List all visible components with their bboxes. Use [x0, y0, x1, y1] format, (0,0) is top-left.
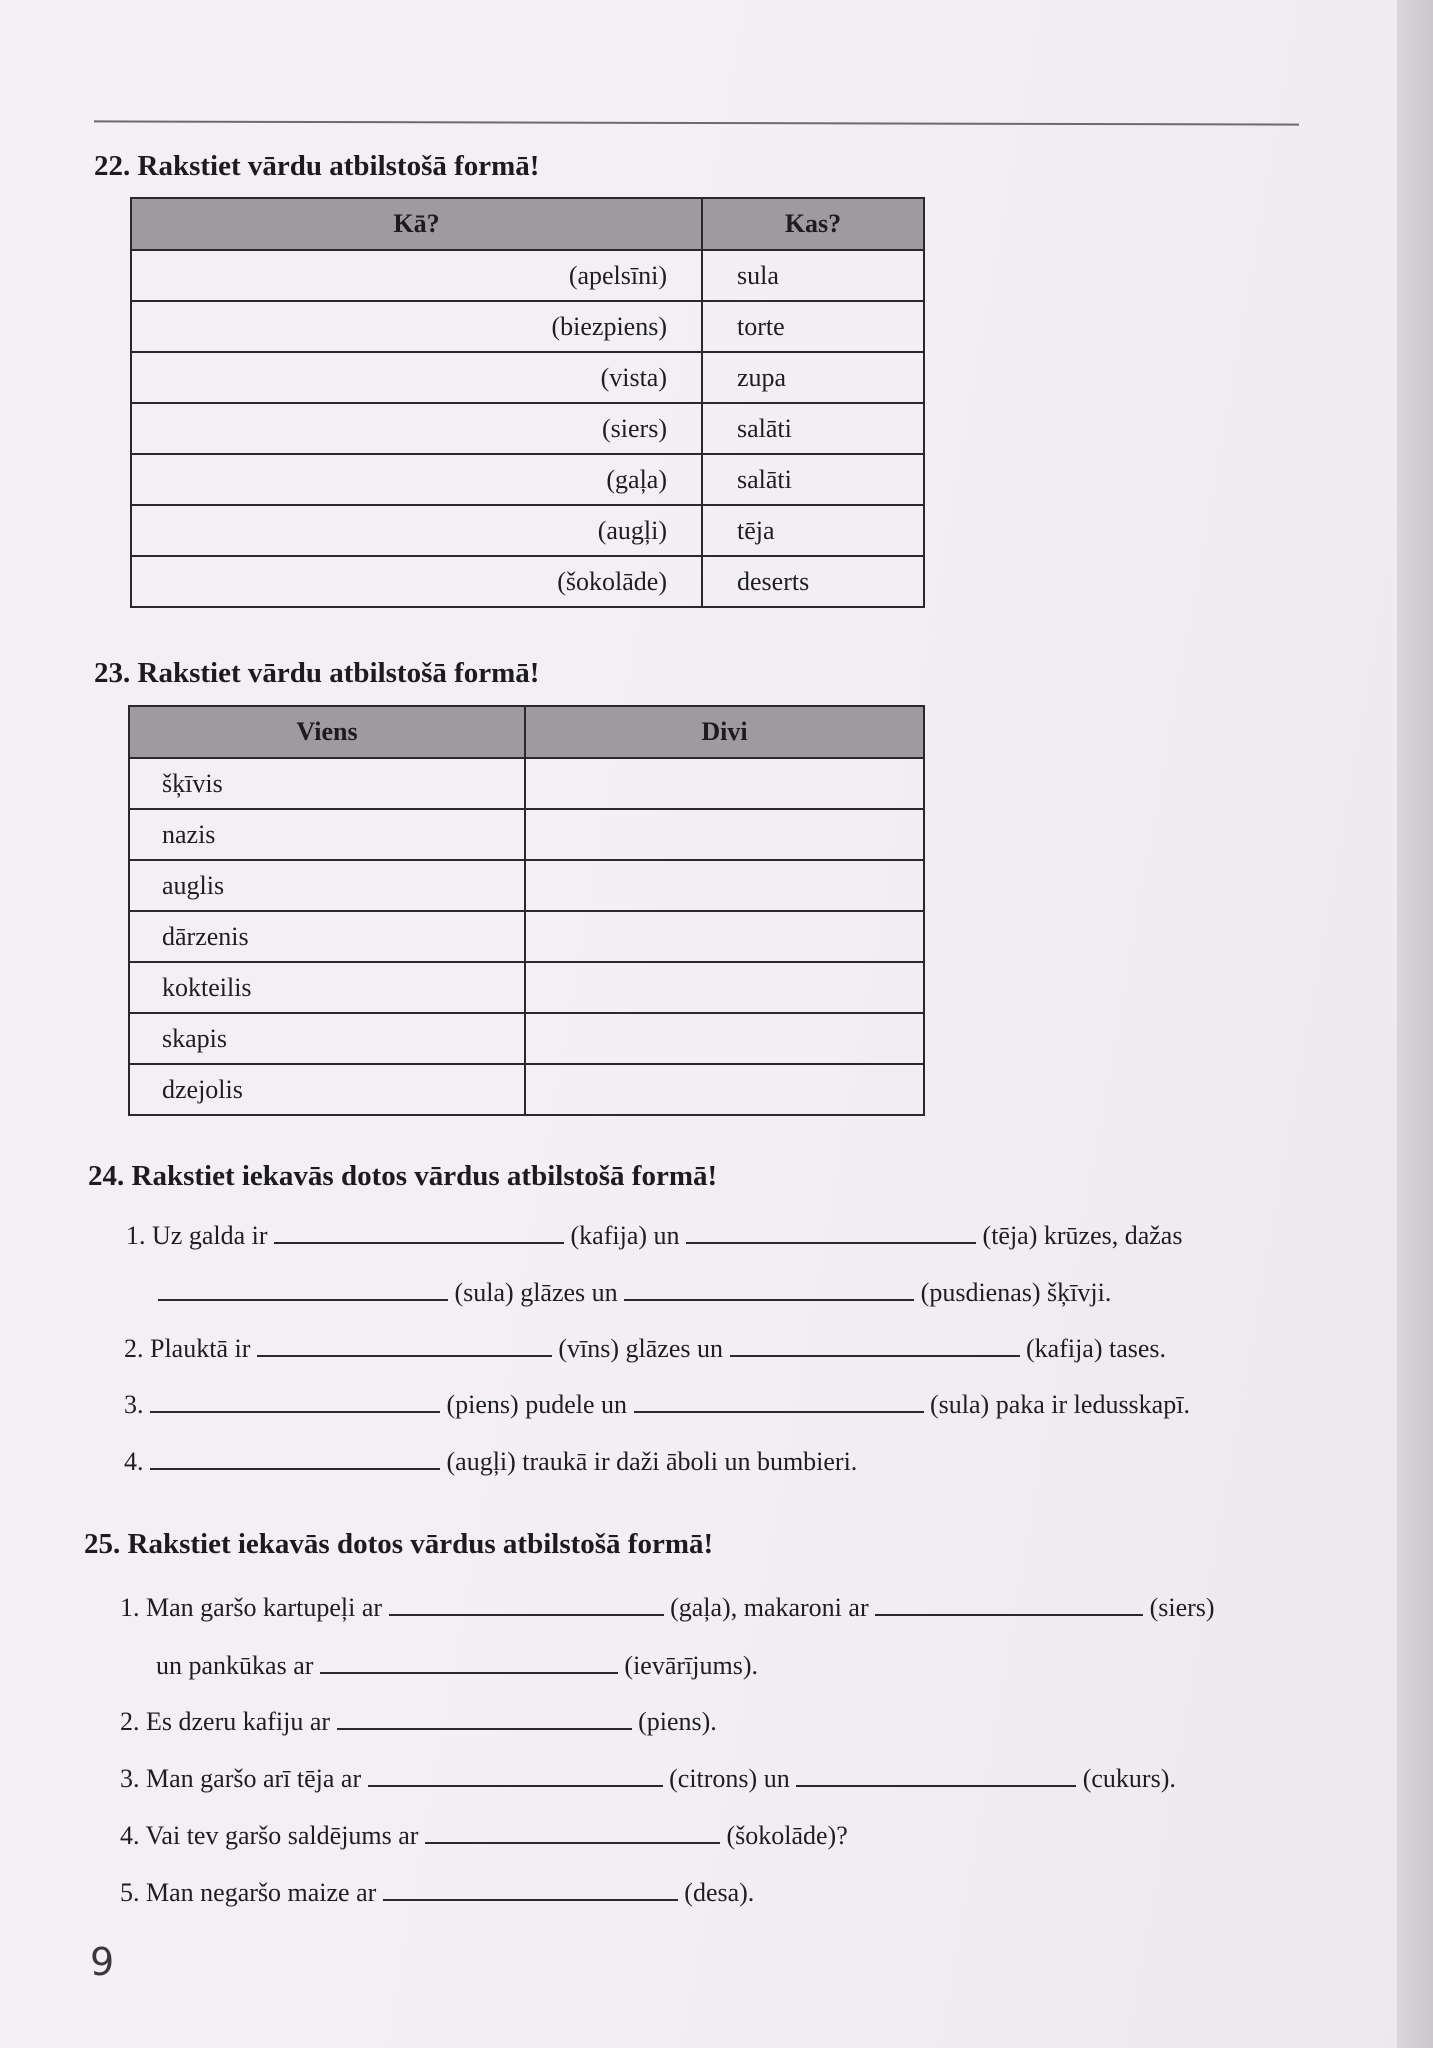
table-row: [129, 860, 924, 911]
hint-word: (vista): [600, 362, 667, 392]
answer-blank[interactable]: [686, 1220, 976, 1244]
column-header-viens: Viens: [129, 706, 525, 758]
table-row: [131, 250, 924, 301]
answer-blank[interactable]: [274, 1220, 564, 1244]
noun-cell: salāti: [702, 403, 924, 454]
plural-answer-cell[interactable]: [525, 860, 924, 911]
list-item: 3. Man garšo arī tēja ar (citrons) un (cukurs).: [120, 1764, 1176, 1793]
list-item: 2. Plauktā ir (vīns) glāzes un (kafija) tases.: [124, 1334, 1167, 1363]
table-row: [129, 962, 924, 1013]
column-header-divi: Divi: [525, 706, 924, 758]
list-item: 4. (augļi) traukā ir daži āboli un bumbieri.: [124, 1447, 858, 1476]
answer-blank[interactable]: [158, 1277, 448, 1301]
exercise-23-table: [128, 705, 925, 1116]
exercise-23-title: 23. Rakstiet vārdu atbilstošā formā!: [94, 657, 540, 689]
answer-blank[interactable]: [796, 1763, 1076, 1787]
answer-cell[interactable]: [131, 301, 702, 352]
list-item: (sula) glāzes un (pusdienas) šķīvji.: [158, 1277, 1111, 1308]
answer-blank[interactable]: [320, 1650, 618, 1674]
plural-answer-cell[interactable]: [525, 962, 924, 1013]
plural-answer-cell[interactable]: [525, 809, 924, 860]
answer-blank[interactable]: [634, 1389, 924, 1413]
exercise-22-title: 22. Rakstiet vārdu atbilstošā formā!: [94, 150, 540, 182]
noun-cell: sula: [702, 250, 924, 301]
hint-word: (biezpiens): [551, 311, 667, 341]
noun-cell: torte: [702, 301, 924, 352]
table-row: [131, 301, 924, 352]
answer-blank[interactable]: [150, 1446, 440, 1470]
hint-word: (šokolāde): [557, 566, 667, 596]
plural-answer-cell[interactable]: [525, 758, 924, 809]
table-row: [129, 1064, 924, 1115]
hint-word: (gaļa): [606, 464, 667, 494]
answer-cell[interactable]: [131, 403, 702, 454]
page-edge-shadow: [1397, 0, 1433, 2048]
answer-blank[interactable]: [368, 1763, 663, 1787]
answer-blank[interactable]: [257, 1333, 552, 1357]
table-row: [131, 403, 924, 454]
table-row: [131, 556, 924, 607]
answer-cell[interactable]: [131, 352, 702, 403]
noun-cell: salāti: [702, 454, 924, 505]
answer-blank[interactable]: [150, 1389, 440, 1413]
answer-blank[interactable]: [337, 1706, 632, 1730]
table-row: [131, 352, 924, 403]
table-row: [129, 911, 924, 962]
column-header-ka: Kā?: [131, 198, 702, 250]
list-item: 3. (piens) pudele un (sula) paka ir ledusskapī.: [124, 1390, 1190, 1419]
plural-answer-cell[interactable]: [525, 911, 924, 962]
table-row: [129, 809, 924, 860]
answer-blank[interactable]: [730, 1333, 1020, 1357]
exercise-24-title: 24. Rakstiet iekavās dotos vārdus atbilstošā formā!: [88, 1160, 718, 1192]
list-item: 2. Es dzeru kafiju ar (piens).: [120, 1707, 717, 1736]
exercise-25-title: 25. Rakstiet iekavās dotos vārdus atbilstošā formā!: [84, 1528, 714, 1560]
answer-blank[interactable]: [389, 1592, 664, 1616]
exercise-22-table: [130, 197, 925, 608]
list-item: un pankūkas ar (ievārījums).: [156, 1651, 758, 1680]
noun-cell: tēja: [702, 505, 924, 556]
singular-cell: dzejolis: [129, 1064, 525, 1115]
noun-cell: zupa: [702, 352, 924, 403]
table-header-row: [129, 706, 924, 758]
answer-cell[interactable]: [131, 250, 702, 301]
hint-word: (apelsīni): [568, 260, 667, 290]
list-item: 1. Uz galda ir (kafija) un (tēja) krūzes, dažas: [126, 1221, 1183, 1250]
answer-blank[interactable]: [624, 1277, 914, 1301]
list-item: 1. Man garšo kartupeļi ar (gaļa), makaroni ar (siers): [120, 1593, 1215, 1622]
singular-cell: dārzenis: [129, 911, 525, 962]
list-item: 4. Vai tev garšo saldējums ar (šokolāde)?: [120, 1821, 848, 1850]
singular-cell: skapis: [129, 1013, 525, 1064]
singular-cell: auglis: [129, 860, 525, 911]
singular-cell: šķīvis: [129, 758, 525, 809]
answer-blank[interactable]: [383, 1877, 678, 1901]
table-row: [131, 454, 924, 505]
answer-cell[interactable]: [131, 556, 702, 607]
answer-cell[interactable]: [131, 454, 702, 505]
singular-cell: nazis: [129, 809, 525, 860]
plural-answer-cell[interactable]: [525, 1013, 924, 1064]
table-header-row: [131, 198, 924, 250]
table-row: [131, 505, 924, 556]
answer-blank[interactable]: [875, 1592, 1143, 1616]
column-header-kas: Kas?: [702, 198, 924, 250]
hint-word: (augļi): [597, 515, 667, 545]
hint-word: (siers): [602, 413, 667, 443]
noun-cell: deserts: [702, 556, 924, 607]
table-row: [129, 758, 924, 809]
list-item: 5. Man negaršo maize ar (desa).: [120, 1878, 755, 1907]
answer-blank[interactable]: [425, 1820, 720, 1844]
table-row: [129, 1013, 924, 1064]
header-rule: [94, 120, 1299, 125]
answer-cell[interactable]: [131, 505, 702, 556]
singular-cell: kokteilis: [129, 962, 525, 1013]
page-number: 9: [90, 1940, 115, 1984]
plural-answer-cell[interactable]: [525, 1064, 924, 1115]
